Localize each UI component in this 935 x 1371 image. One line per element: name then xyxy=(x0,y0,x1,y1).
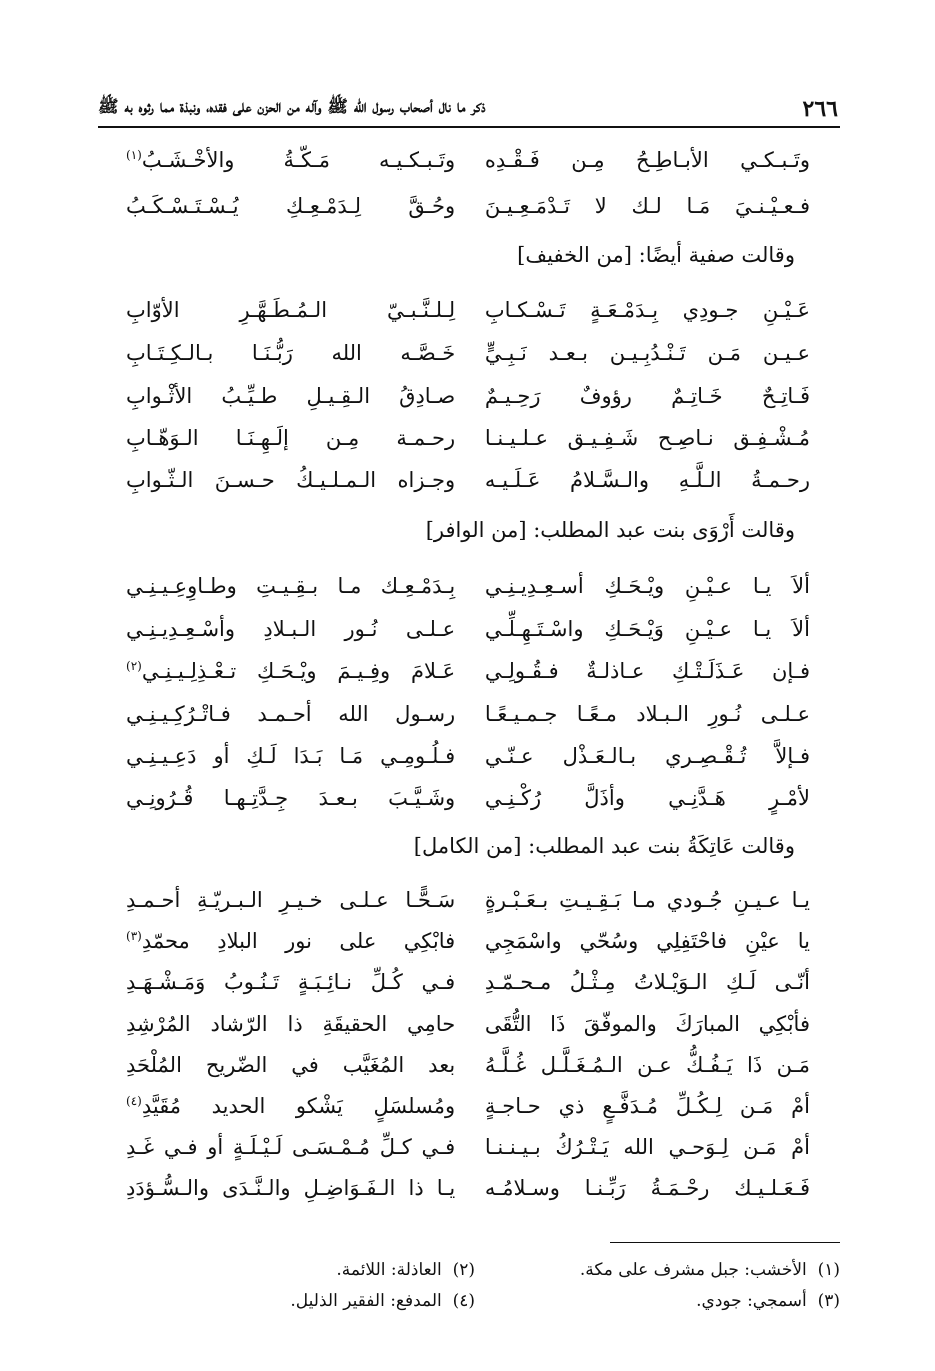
verse-first-hemistich: يا عيْنِ فاحْتَفِلِي وسُحّي واسْمَجِي xyxy=(484,928,810,953)
verse-second-hemistich: خَـصَّـه الله رَبُّـنَـا بـالـكِـتَـابِ xyxy=(126,340,456,365)
verse-first-hemistich: أنّـى لَـكِ الـوَيْـلاتُ مِـثْـلُ مـحـمّـدِ xyxy=(484,969,810,994)
verse-first-hemistich: وتَـبـكـي الأبـاطِـحُ مِـن فَـقْـدِه xyxy=(484,147,810,172)
verse-line xyxy=(100,376,840,416)
verse-line xyxy=(100,1004,840,1044)
page-number: ٢٦٦ xyxy=(802,96,838,122)
verse-line xyxy=(100,1127,840,1167)
verse-first-hemistich: فأبْكِي المبارَكَ والموفّقَ ذَا التُّقَى xyxy=(484,1011,810,1036)
verse-line xyxy=(100,140,840,180)
verse-first-hemistich: لأمْـرٍ هَـدَّنِـي وأذَلَّ رُكْـنِـي xyxy=(484,785,810,810)
verse-second-hemistich: حامِي الحقيقَةِ ذا الرّشاد المُرْشِدِ xyxy=(126,1011,456,1036)
verse-second-hemistich: لِـلـنَّـبـيّ الـمُـطَـهَّـرِ الأوّابِ xyxy=(126,297,456,322)
footnote: (٤) المدفع: الفقير الذليل. xyxy=(290,1291,475,1311)
verse-line xyxy=(100,186,840,226)
verse-line xyxy=(100,651,840,691)
footnote-ref: (٣) xyxy=(126,929,142,943)
verse-line xyxy=(100,1045,840,1085)
poem-intro: وقالت صفية أيضًا: [من الخفيف] xyxy=(517,243,795,267)
verse-line xyxy=(100,1168,840,1208)
verse-first-hemistich: فـإلاَّ تُـقْـصِـري بـالـعَـذْل عـنّـي xyxy=(484,743,810,768)
verse-second-hemistich: فـي كـلِّ مُـمْـسَـى لَـيْـلَـةٍ أو فـي غَـدِ xyxy=(126,1134,456,1159)
verse-line xyxy=(100,962,840,1002)
verse-second-hemistich: رسـول الله أحـمـد فـاتْـرُكِـيـنِـي xyxy=(126,701,456,726)
verse-second-hemistich: بِـدَمْـعِـك مـا بـقِـيـتِ وطـاوِعِـيـنِـي xyxy=(126,573,456,598)
verse-second-hemistich: ومُسلسَلٍ يَشْكو الحديد مُقَيَّدِ$^{(٤)}$ xyxy=(126,1094,456,1118)
footnote-ref: (١) xyxy=(126,148,142,162)
verse-first-hemistich: فـعـيْـنـيَ مَـا لـك لا تَـدْمَـعِـيـنَ xyxy=(484,193,810,218)
footnote: (٣) أسمجي: جودي. xyxy=(696,1291,840,1311)
verse-line xyxy=(100,460,840,500)
verse-first-hemistich: فَـعَـلـيـك رحْـمَـةُ رَبِّـنـا وسـلامُـه xyxy=(484,1175,810,1200)
verse-first-hemistich: ألاَ يـا عـيْـنِ ويْـحَـكِ أسـعِـدِيـنِـي xyxy=(484,573,810,598)
verse-second-hemistich: رحـمـة مِـن إلَـهِـنَـا الـوَهّـابِ xyxy=(126,425,456,450)
footnote: (٢) العاذلة: اللائمة. xyxy=(336,1260,475,1280)
verse-first-hemistich: ألاَ يـا عـيْـنِ وَيْـحَـكِ واسْـتَـهِـلِّـي xyxy=(484,616,810,641)
verse-first-hemistich: مُـشْـفِـق نـاصِـح شَـفِـيـق عـلـيـنـا xyxy=(484,425,810,450)
poem-intro: وقالت عَاتِكَةُ بنت عبد المطلب: [من الكامل] xyxy=(413,834,795,858)
verse-line xyxy=(100,333,840,373)
verse-line xyxy=(100,609,840,649)
verse-first-hemistich: أمْ مَـن لِـوَحـي الله يَـتْـرُكُ بـيـنـنـا xyxy=(484,1134,810,1159)
verse-second-hemistich: صـادِقُ الـقِـيـلِ طـيِّـبُ الأثْـوابِ xyxy=(126,383,456,408)
verse-line xyxy=(100,694,840,734)
running-title: ذكر ما نال أصحاب رسول الله ﷺ وآله من الحزن على فقده، ونبذة مما رثوه به ﷺ xyxy=(98,97,486,117)
footnote-ref: (٤) xyxy=(126,1094,142,1108)
verse-second-hemistich: عَـلامَ وفِـيـمَ ويْـحَـكِ تـعْـذِلِـيـنِـي$^{(٢)}$ xyxy=(126,659,456,683)
verse-line xyxy=(100,1086,840,1126)
verse-line xyxy=(100,566,840,606)
verse-second-hemistich: عـلـى نُـور الـبـلادِ وأسْـعِـدِيـنِـي xyxy=(126,616,456,641)
verse-line xyxy=(100,290,840,330)
verse-second-hemistich: وحُـقَّ لِـدَمْـعِـكِ يُـسْـتَـسْـكَـبُ xyxy=(126,193,456,218)
footnote-ref: (٢) xyxy=(126,659,142,673)
verse-second-hemistich: فـلُـومِـي مَـا بَـدَا لَـكِ أو دَعِـيـنِـي xyxy=(126,743,456,768)
verse-first-hemistich: رحـمـةُ الـلَّـهِ والـسَّـلامُ عَـلَـيـه xyxy=(484,467,810,492)
verse-first-hemistich: فـإن عَـذَلَـتْـكِ عـاذلـةٌ فـقُـولِـي xyxy=(484,658,810,683)
verse-line xyxy=(100,921,840,961)
verse-line xyxy=(100,880,840,920)
verse-line xyxy=(100,736,840,776)
footnote-separator xyxy=(610,1242,840,1243)
verse-first-hemistich: عـلـى نُـورِ الـبـلاد مـعًـا جـمـيـعًـا xyxy=(484,701,810,726)
verse-first-hemistich: فَـاتِـحٌ خَـاتِـمٌ رؤوفٌ رَحِـيـمٌ xyxy=(484,383,810,408)
poem-intro: وقالت أَرْوَى بنت عبد المطلب: [من الوافر] xyxy=(425,518,795,542)
footnote: (١) الأخشب: جبل مشرف على مكة. xyxy=(579,1260,840,1280)
verse-second-hemistich: وتَـبـكـيـه مَـكّـةُ والأخْـشَـبُ$^{(١)}$ xyxy=(126,148,456,172)
verse-line xyxy=(100,418,840,458)
verse-first-hemistich: يـا عـيـنِ جُـودي مـا بَـقِـيـتِ بـعَـبْـرةٍ xyxy=(484,887,810,912)
verse-second-hemistich: فـي كُـلِّ نـائِـبَـةٍ تَـنُـوبُ وَمَـشْـهَـدِ xyxy=(126,969,456,994)
verse-second-hemistich: وشَـيَّـبَ بـعـدَ جِـدَّتِـهـا قُـرُونِـي xyxy=(126,785,456,810)
verse-second-hemistich: يـا ذا الـفَـوَاضِـلِ والـنَّـدَى والـسُّـؤدَدِ xyxy=(126,1175,456,1200)
verse-second-hemistich: سَـحًّـا عـلـى خـيـرِ الـبـريّـةِ أحـمـدِ xyxy=(126,887,456,912)
verse-first-hemistich: عَـيْـنِ جـودِي بِـدَمْـعَـةٍ تَـسْـكـابِ xyxy=(484,297,810,322)
verse-line xyxy=(100,778,840,818)
verse-first-hemistich: أمْ مَـن لِـكُـلِّ مُـدَفَّـعٍ ذي حـاجـةٍ xyxy=(484,1093,810,1118)
verse-second-hemistich: بعد المُغَيَّب في الضّريح المُلْحَدِ xyxy=(126,1052,456,1077)
verse-first-hemistich: مَـن ذَا يَـفُـكُّ عـن الـمُـغَـلَّـل غُـلَّـهُ xyxy=(484,1052,810,1077)
verse-second-hemistich: فابْكِي على نور البلادِ محمّدِ$^{(٣)}$ xyxy=(126,929,456,953)
running-header xyxy=(98,86,840,128)
verse-first-hemistich: عـيـن مَـن تَـنْـدُبِـيـن بـعـد نَـبِـيٍّ xyxy=(484,340,810,365)
verse-second-hemistich: وجـزاه الـمـلـيـكُ حـسـنَ الـثّـوابِ xyxy=(126,467,456,492)
